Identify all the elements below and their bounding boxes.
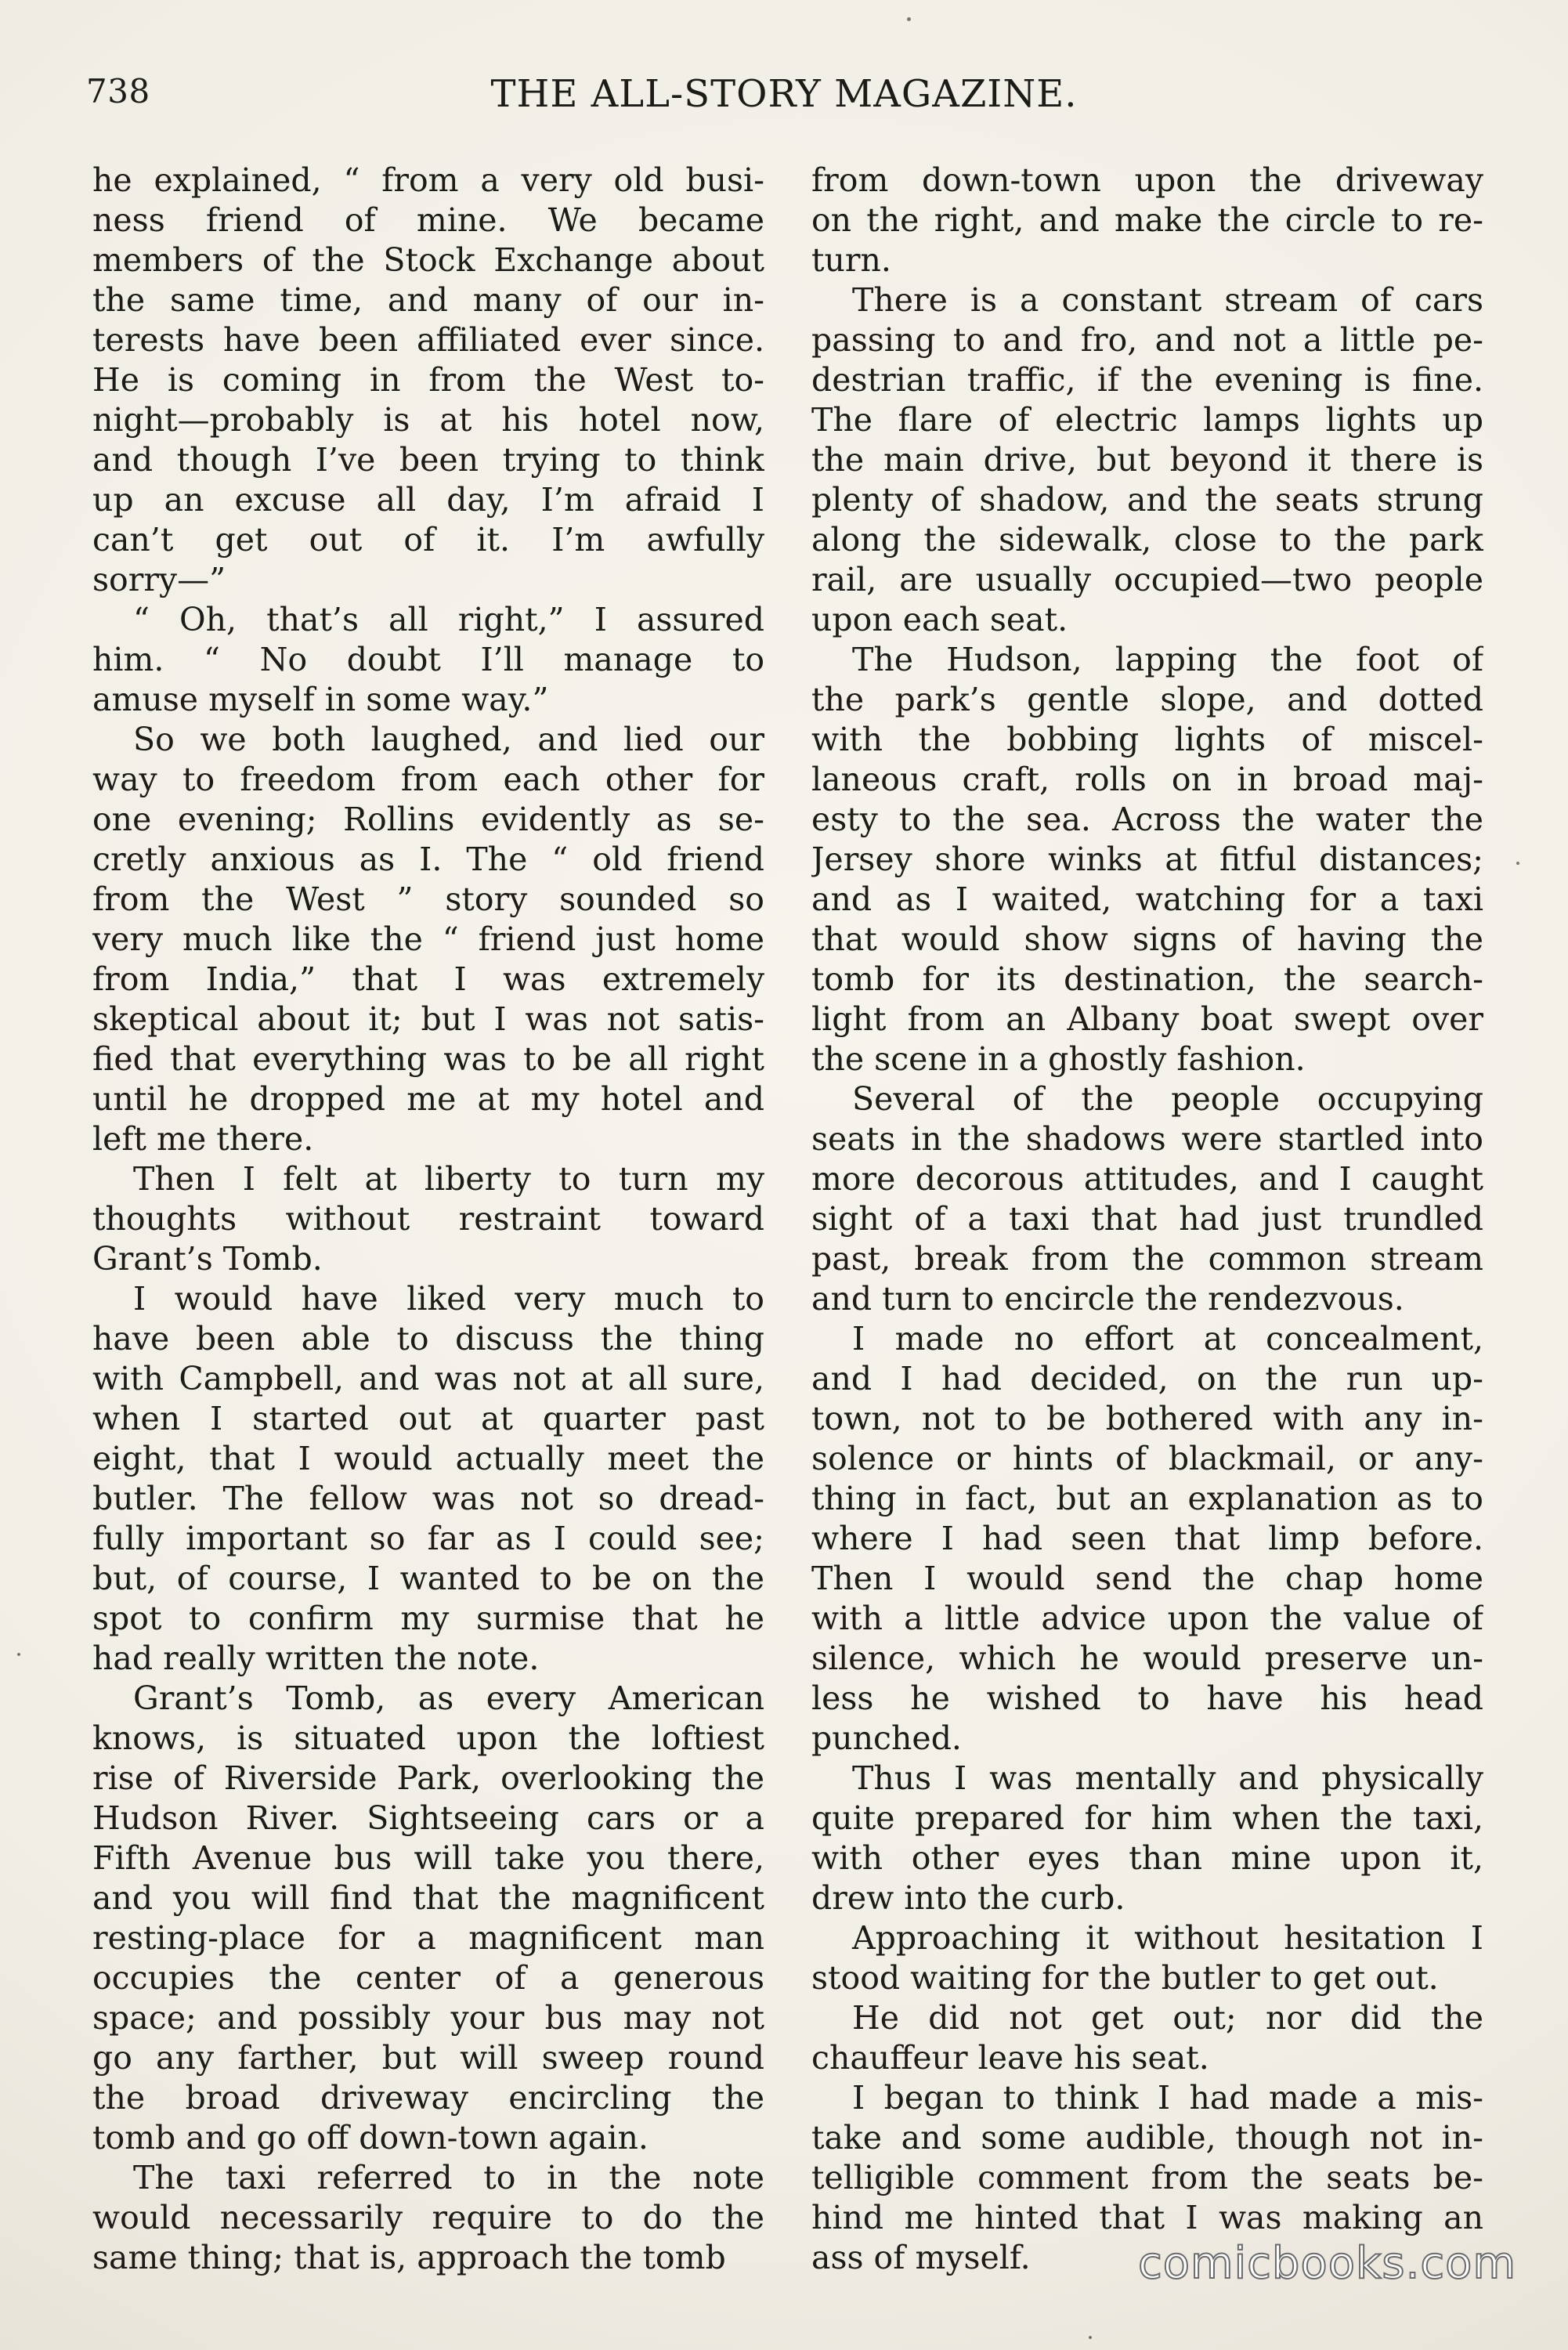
text-line: silence, which he would preserve un- — [811, 1640, 1483, 1677]
text-line: until he dropped me at my hotel and — [92, 1080, 764, 1118]
text-line: had really written the note. — [92, 1640, 540, 1677]
text-line: and you will find that the magnificent — [92, 1879, 764, 1917]
page-number: 738 — [86, 72, 150, 110]
text-line: the park’s gentle slope, and dotted — [811, 681, 1483, 718]
text-line: resting-place for a magnificent man — [92, 1919, 764, 1957]
text-line: drew into the curb. — [811, 1879, 1125, 1917]
text-line: chauffeur leave his seat. — [811, 2039, 1209, 2077]
text-line: Hudson River. Sightseeing cars or a — [92, 1799, 764, 1837]
article-columns — [92, 161, 1483, 2291]
text-line: sorry—” — [92, 561, 226, 598]
text-line: space; and possibly your bus may not — [92, 1999, 764, 2037]
text-line: very much like the “ friend just home — [92, 920, 764, 958]
text-line: Fifth Avenue bus will take you there, — [92, 1839, 764, 1877]
text-line: rail, are usually occupied—two people — [811, 561, 1483, 598]
text-line: and I had decided, on the run up- — [811, 1360, 1483, 1397]
text-line: “ Oh, that’s all right,” I assured — [133, 601, 764, 638]
text-line: I began to think I had made a mis- — [852, 2079, 1483, 2117]
text-line: esty to the sea. Across the water the — [811, 801, 1483, 838]
text-line: stood waiting for the butler to get out. — [811, 1959, 1439, 1997]
text-line: past, break from the common stream — [811, 1240, 1483, 1278]
text-line: from India,” that I was extremely — [92, 960, 764, 998]
text-line: and turn to encircle the rendezvous. — [811, 1280, 1404, 1318]
text-line: him. “ No doubt I’ll manage to — [92, 641, 764, 678]
text-line: night—probably is at his hotel now, — [92, 401, 764, 439]
text-line: ness friend of mine. We became — [92, 201, 764, 239]
text-line: tomb and go off down-town again. — [92, 2119, 649, 2157]
text-line: have been able to discuss the thing — [92, 1320, 764, 1358]
text-line: He is coming in from the West to- — [92, 361, 764, 399]
paper-speck — [17, 1653, 20, 1656]
text-line: less he wished to have his head — [811, 1679, 1483, 1717]
text-line: from the West ” story sounded so — [92, 880, 764, 918]
text-line: left me there. — [92, 1120, 314, 1158]
text-line: and as I waited, watching for a taxi — [811, 880, 1483, 918]
text-line: up an excuse all day, I’m afraid I — [92, 481, 764, 519]
text-line: occupies the center of a generous — [92, 1959, 764, 1997]
text-line: turn. — [811, 241, 891, 279]
text-line: the scene in a ghostly fashion. — [811, 1040, 1306, 1078]
text-line: can’t get out of it. I’m awfully — [92, 521, 764, 559]
text-line: way to freedom from each other for — [92, 761, 764, 798]
magazine-title: THE ALL-STORY MAGAZINE. — [490, 72, 1078, 116]
text-line: amuse myself in some way.” — [92, 681, 549, 718]
text-line: hind me hinted that I was making an — [811, 2199, 1483, 2236]
text-line: that would show signs of having the — [811, 920, 1483, 958]
text-line: but, of course, I wanted to be on the — [92, 1560, 764, 1597]
text-line: fully important so far as I could see; — [92, 1520, 764, 1557]
text-line: terests have been affiliated ever since. — [92, 321, 764, 359]
text-line: The flare of electric lamps lights up — [811, 401, 1483, 439]
text-line: members of the Stock Exchange about — [92, 241, 764, 279]
text-line: There is a constant stream of cars — [852, 281, 1483, 319]
text-line: town, not to be bothered with any in- — [811, 1400, 1483, 1437]
text-line: cretly anxious as I. The “ old friend — [92, 841, 764, 878]
right-column — [811, 161, 1483, 2291]
text-line: I would have liked very much to — [133, 1280, 764, 1318]
text-line: with other eyes than mine upon it, — [811, 1839, 1483, 1877]
text-line: Jersey shore winks at fitful distances; — [811, 841, 1483, 878]
text-line: punched. — [811, 1719, 962, 1757]
text-line: thing in fact, but an explanation as to — [811, 1480, 1483, 1517]
text-line: Thus I was mentally and physically — [852, 1759, 1483, 1797]
paper-speck — [1089, 2336, 1092, 2339]
text-line: laneous craft, rolls on in broad maj- — [811, 761, 1483, 798]
text-line: more decorous attitudes, and I caught — [811, 1160, 1483, 1198]
text-line: destrian traffic, if the evening is fine. — [811, 361, 1483, 399]
text-line: butler. The fellow was not so dread- — [92, 1480, 764, 1517]
text-line: with Campbell, and was not at all sure, — [92, 1360, 764, 1397]
text-line: spot to confirm my surmise that he — [92, 1600, 764, 1637]
text-line: tomb for its destination, the search- — [811, 960, 1483, 998]
text-line: where I had seen that limp before. — [811, 1520, 1483, 1557]
text-line: Approaching it without hesitation I — [852, 1919, 1483, 1957]
paper-speck — [907, 17, 911, 21]
text-line: and though I’ve been trying to think — [92, 441, 764, 479]
text-line: on the right, and make the circle to re- — [811, 201, 1483, 239]
text-line: skeptical about it; but I was not satis- — [92, 1000, 764, 1038]
text-line: the broad driveway encircling the — [92, 2079, 764, 2117]
text-line: quite prepared for him when the taxi, — [811, 1799, 1483, 1837]
text-line: thoughts without restraint toward — [92, 1200, 764, 1238]
text-line: he explained, “ from a very old busi- — [92, 161, 764, 199]
text-line: the main drive, but beyond it there is — [811, 441, 1483, 479]
text-line: with the bobbing lights of miscel- — [811, 721, 1483, 758]
text-line: with a little advice upon the value of — [811, 1600, 1483, 1637]
text-line: same thing; that is, approach the tomb — [92, 2239, 726, 2276]
text-line: Then I would send the chap home — [811, 1560, 1483, 1597]
text-line: along the sidewalk, close to the park — [811, 521, 1483, 559]
text-line: Several of the people occupying — [852, 1080, 1483, 1118]
text-line: take and some audible, though not in- — [811, 2119, 1483, 2157]
text-line: when I started out at quarter past — [92, 1400, 764, 1437]
text-line: seats in the shadows were startled into — [811, 1120, 1483, 1158]
text-line: light from an Albany boat swept over — [811, 1000, 1483, 1038]
text-line: I made no effort at concealment, — [852, 1320, 1483, 1358]
text-line: telligible comment from the seats be- — [811, 2159, 1483, 2196]
text-line: knows, is situated upon the loftiest — [92, 1719, 764, 1757]
left-column — [92, 161, 764, 2291]
page-header — [86, 72, 1482, 122]
text-line: So we both laughed, and lied our — [133, 721, 764, 758]
text-line: one evening; Rollins evidently as se- — [92, 801, 764, 838]
text-line: The taxi referred to in the note — [133, 2159, 764, 2196]
watermark-text: comicbooks.com — [1137, 2238, 1516, 2289]
text-line: He did not get out; nor did the — [852, 1999, 1483, 2037]
text-line: would necessarily require to do the — [92, 2199, 764, 2236]
text-line: eight, that I would actually meet the — [92, 1440, 764, 1477]
text-line: The Hudson, lapping the foot of — [852, 641, 1483, 678]
text-line: sight of a taxi that had just trundled — [811, 1200, 1483, 1238]
text-line: passing to and fro, and not a little pe- — [811, 321, 1483, 359]
text-line: fied that everything was to be all right — [92, 1040, 764, 1078]
paper-speck — [1516, 862, 1519, 865]
text-line: ass of myself. — [811, 2239, 1031, 2276]
text-line: the same time, and many of our in- — [92, 281, 764, 319]
text-line: upon each seat. — [811, 601, 1068, 638]
text-line: Grant’s Tomb. — [92, 1240, 323, 1278]
text-line: solence or hints of blackmail, or any- — [811, 1440, 1483, 1477]
text-line: from down-town upon the driveway — [811, 161, 1483, 199]
text-line: Then I felt at liberty to turn my — [133, 1160, 764, 1198]
text-line: rise of Riverside Park, overlooking the — [92, 1759, 764, 1797]
text-line: Grant’s Tomb, as every American — [133, 1679, 764, 1717]
text-line: go any farther, but will sweep round — [92, 2039, 764, 2077]
text-line: plenty of shadow, and the seats strung — [811, 481, 1483, 519]
